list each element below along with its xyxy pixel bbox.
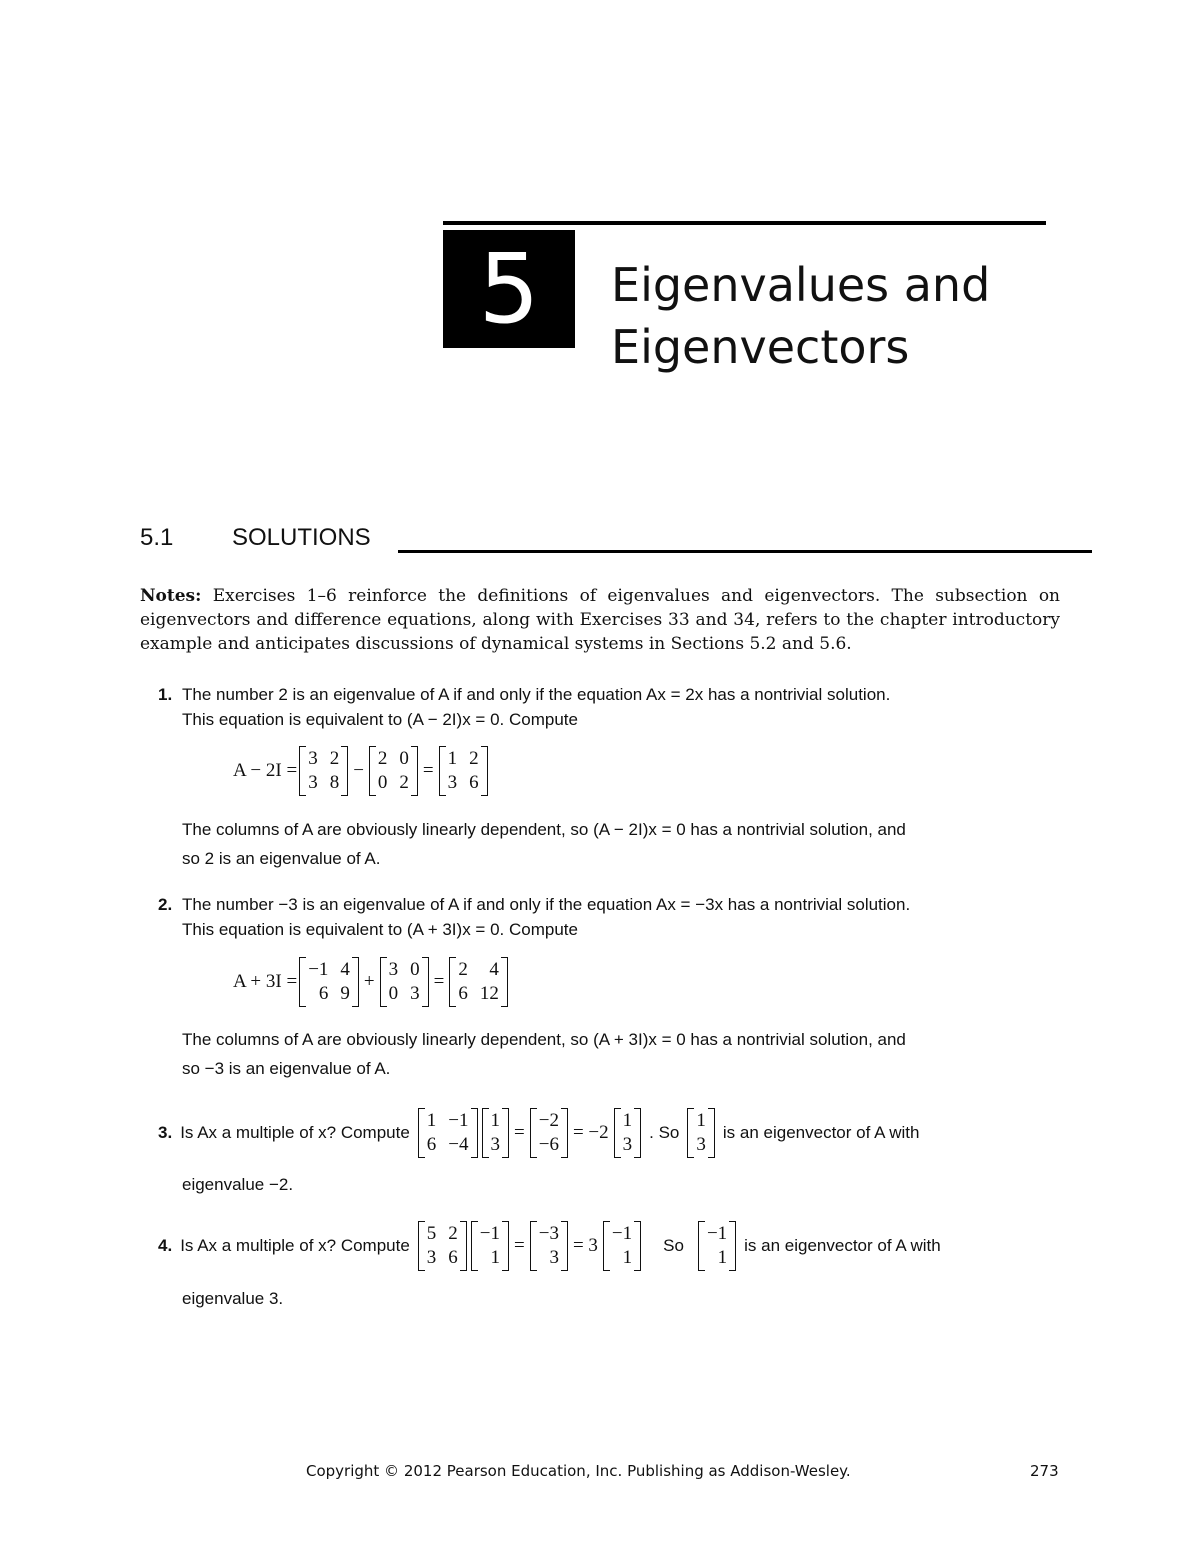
ex1-number: 1.: [158, 685, 173, 704]
copyright-footer: Copyright © 2012 Pearson Education, Inc. Publishing as Addison-Wesley.: [306, 1462, 851, 1480]
ex4-line2: eigenvalue 3.: [182, 1289, 284, 1308]
notes-label: Notes:: [140, 586, 202, 606]
ex2-lhs: A + 3I =: [233, 971, 298, 992]
ex1-after1: The columns of A are obviously linearly dependent, so (A − 2I)x = 0 has a nontrivial solution, and: [182, 820, 906, 839]
vector-entry: −2: [538, 1110, 559, 1131]
matrix-entry: 4: [489, 959, 499, 980]
vector-entry: 1: [490, 1110, 501, 1131]
matrix-entry: 6: [469, 772, 479, 793]
ex4-number: 4.: [158, 1236, 173, 1255]
ex2-after1: The columns of A are obviously linearly dependent, so (A + 3I)x = 0 has a nontrivial solution, and: [182, 1030, 906, 1049]
ex3-vector-product: [530, 1108, 568, 1158]
vector-entry: 3: [490, 1134, 501, 1155]
chapter-top-rule: [443, 221, 1046, 225]
ex2-matrix-a: [299, 957, 359, 1007]
ex1-line1: The number 2 is an eigenvalue of A if and only if the equation Ax = 2x has a nontrivial solution.: [182, 685, 891, 704]
ex3-eq2: = −2: [572, 1122, 609, 1143]
ex2-op2: =: [433, 971, 445, 992]
matrix-entry: 1: [426, 1110, 437, 1131]
ex4-eq1: =: [514, 1235, 525, 1256]
vector-entry: 1: [717, 1247, 728, 1268]
matrix-entry: 1: [447, 748, 458, 769]
vector-entry: 1: [696, 1110, 706, 1131]
ex3-vector-eigen: [687, 1108, 715, 1158]
ex4-so: So: [663, 1236, 684, 1255]
matrix-entry: 0: [377, 772, 388, 793]
matrix-entry: 3: [410, 983, 420, 1004]
ex4-vector-x: [471, 1221, 509, 1271]
matrix-entry: 6: [426, 1134, 437, 1155]
matrix-entry: 12: [479, 983, 499, 1004]
ex3-vector-x: [482, 1108, 510, 1158]
notes-paragraph: [140, 584, 1060, 656]
matrix-entry: 3: [447, 772, 458, 793]
vector-entry: 3: [696, 1134, 706, 1155]
ex1-equation: [233, 746, 490, 796]
ex1-matrix-result: [439, 746, 488, 796]
vector-entry: −1: [706, 1223, 728, 1244]
ex1-after2: so 2 is an eigenvalue of A.: [182, 849, 381, 868]
ex3-vector-scaled: [614, 1108, 642, 1158]
vector-entry: −6: [538, 1134, 559, 1155]
matrix-entry: −1: [448, 1110, 469, 1131]
matrix-entry: 4: [340, 959, 350, 980]
matrix-entry: 2: [448, 1223, 458, 1244]
ex3-line2: eigenvalue −2.: [182, 1175, 294, 1194]
ex2-matrix-result: [449, 957, 508, 1007]
ex1-matrix-a: [299, 746, 348, 796]
ex4-lead: Is Ax a multiple of x? Compute: [180, 1236, 410, 1255]
ex2-after2: so −3 is an eigenvalue of A.: [182, 1059, 391, 1078]
matrix-entry: 3: [308, 772, 318, 793]
ex4-vector-eigen: [698, 1221, 736, 1271]
ex3-lead: Is Ax a multiple of x? Compute: [180, 1123, 410, 1142]
vector-entry: −1: [611, 1223, 633, 1244]
matrix-entry: 2: [399, 772, 409, 793]
chapter-title-line1: Eigenvalues and: [611, 258, 991, 312]
vector-entry: −3: [538, 1223, 559, 1244]
ex1-line2: This equation is equivalent to (A − 2I)x = 0. Compute: [182, 710, 578, 729]
matrix-entry: 2: [469, 748, 479, 769]
matrix-entry: 3: [426, 1247, 437, 1268]
chapter-title-line2: Eigenvectors: [611, 320, 910, 374]
matrix-entry: 5: [426, 1223, 437, 1244]
vector-entry: 1: [490, 1247, 501, 1268]
matrix-entry: 9: [340, 983, 350, 1004]
ex3-equation: [158, 1108, 919, 1158]
ex1-matrix-2i: [369, 746, 418, 796]
vector-entry: 1: [622, 1247, 633, 1268]
chapter-number: 5: [443, 230, 575, 348]
chapter-title: [611, 254, 990, 378]
ex2-matrix-3i: [380, 957, 429, 1007]
ex2-number: 2.: [158, 895, 173, 914]
matrix-entry: 2: [458, 959, 468, 980]
matrix-entry: 3: [308, 748, 318, 769]
matrix-entry: 0: [388, 983, 399, 1004]
ex2-line2: This equation is equivalent to (A + 3I)x = 0. Compute: [182, 920, 578, 939]
ex1-op1: −: [353, 760, 364, 781]
matrix-entry: 0: [399, 748, 409, 769]
matrix-entry: 6: [458, 983, 468, 1004]
ex4-eq2: = 3: [572, 1235, 598, 1256]
section-title: SOLUTIONS: [232, 524, 371, 551]
ex2-line1: The number −3 is an eigenvalue of A if and only if the equation Ax = −3x has a nontrivial solution.: [182, 895, 911, 914]
ex3-matrix-a: [418, 1108, 478, 1158]
matrix-entry: 2: [329, 748, 340, 769]
section-rule: [398, 550, 1092, 553]
matrix-entry: 6: [318, 983, 329, 1004]
ex3-eq1: =: [514, 1122, 525, 1143]
ex4-tail: is an eigenvector of A with: [744, 1236, 941, 1255]
matrix-entry: 2: [377, 748, 388, 769]
page-number: 273: [1030, 1462, 1059, 1480]
vector-entry: 3: [549, 1247, 559, 1268]
vector-entry: 3: [622, 1134, 633, 1155]
ex1-op2: =: [422, 760, 434, 781]
ex2-equation: [233, 957, 510, 1007]
matrix-entry: −1: [308, 959, 329, 980]
ex2-op1: +: [363, 971, 375, 992]
ex3-tail: is an eigenvector of A with: [722, 1123, 920, 1142]
ex1-lhs: A − 2I =: [233, 760, 298, 781]
notes-text: Exercises 1–6 reinforce the definitions of eigenvalues and eigenvectors. The subsection on eigenvectors and difference equations, along with Exercises 33 and 34, refers to the chapter introductory example and anticipates discussions of dynamical systems in Sections 5.2 and 5.6.: [140, 586, 1061, 654]
ex4-vector-scaled: [603, 1221, 641, 1271]
ex4-vector-product: [530, 1221, 568, 1271]
matrix-entry: 6: [448, 1247, 458, 1268]
matrix-entry: 3: [388, 959, 399, 980]
vector-entry: 1: [622, 1110, 633, 1131]
section-number: 5.1: [140, 524, 174, 551]
ex3-number: 3.: [158, 1123, 173, 1142]
ex4-equation: [158, 1221, 941, 1271]
vector-entry: −1: [479, 1223, 501, 1244]
matrix-entry: −4: [448, 1134, 469, 1155]
ex4-matrix-a: [418, 1221, 467, 1271]
matrix-entry: 8: [329, 772, 340, 793]
ex3-so: . So: [649, 1123, 680, 1142]
matrix-entry: 0: [410, 959, 420, 980]
